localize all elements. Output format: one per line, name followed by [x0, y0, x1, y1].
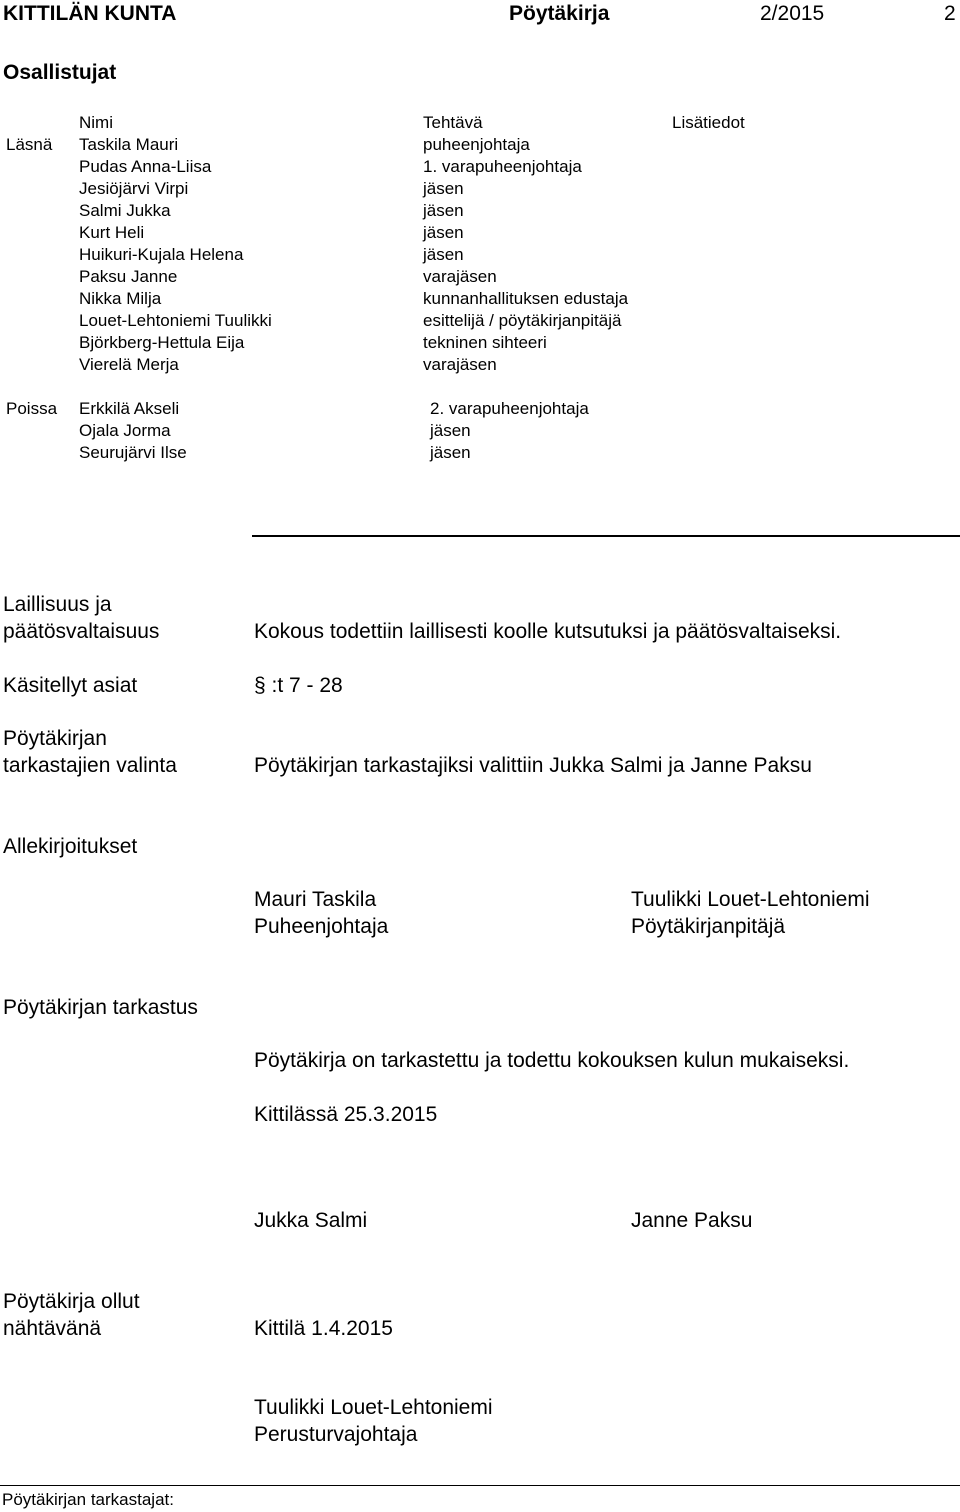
footer-divider — [0, 1485, 960, 1486]
items-section-range — [254, 672, 343, 699]
reviewer-1-name: Jukka Salmi — [254, 1209, 368, 1232]
footer-label: Pöytäkirjan tarkastajat: — [2, 1490, 174, 1509]
items-label: Käsitellyt asiat — [3, 674, 138, 697]
present-label: Läsnä — [6, 135, 53, 154]
participant-name: Erkkilä Akseli — [79, 399, 180, 418]
participant-role: jäsen — [423, 223, 464, 242]
legality-label-line1: Laillisuus ja — [3, 593, 112, 616]
reviewer-2-name: Janne Paksu — [631, 1209, 753, 1232]
display-label-line2: nähtävänä — [3, 1317, 102, 1340]
display-signer-name: Tuulikki Louet-Lehtoniemi — [254, 1396, 493, 1419]
participant-role: varajäsen — [423, 267, 497, 286]
review-place-date: Kittilässä 25.3.2015 — [254, 1103, 438, 1126]
signatures-label: Allekirjoitukset — [3, 835, 138, 858]
participant-role: jäsen — [423, 179, 464, 198]
participant-name: Salmi Jukka — [79, 201, 171, 220]
section-sign-icon: § — [254, 674, 266, 697]
participant-name: Taskila Mauri — [79, 135, 179, 154]
legality-label-line2: päätösvaltaisuus — [3, 620, 160, 643]
participant-name: Björkberg-Hettula Eija — [79, 333, 245, 352]
participant-name: Louet-Lehtoniemi Tuulikki — [79, 311, 272, 330]
participant-role: puheenjohtaja — [423, 135, 530, 154]
participant-name: Huikuri-Kujala Helena — [79, 245, 244, 264]
participant-role: tekninen sihteeri — [423, 333, 547, 352]
secretary-name: Tuulikki Louet-Lehtoniemi — [631, 888, 870, 911]
participant-name: Kurt Heli — [79, 223, 145, 242]
chair-title: Puheenjohtaja — [254, 915, 389, 938]
inspectors-text: Pöytäkirjan tarkastajiksi valittiin Jukka Salmi ja Janne Paksu — [254, 754, 812, 777]
legality-text: Kokous todettiin laillisesti koolle kutsutuksi ja päätösvaltaiseksi. — [254, 620, 842, 643]
column-header-extra: Lisätiedot — [672, 113, 745, 132]
participant-name: Ojala Jorma — [79, 421, 171, 440]
participant-role: kunnanhallituksen edustaja — [423, 289, 629, 308]
participant-role: jäsen — [430, 421, 471, 440]
review-text: Pöytäkirja on tarkastettu ja todettu kokouksen kulun mukaiseksi. — [254, 1049, 850, 1072]
display-place-date: Kittilä 1.4.2015 — [254, 1317, 393, 1340]
participant-name: Pudas Anna-Liisa — [79, 157, 212, 176]
secretary-title: Pöytäkirjanpitäjä — [631, 915, 786, 938]
section-divider — [252, 535, 960, 537]
items-range-text: :t 7 - 28 — [265, 674, 343, 697]
document-type: Pöytäkirja — [509, 2, 610, 25]
participants-heading: Osallistujat — [3, 61, 117, 84]
participant-role: jäsen — [430, 443, 471, 462]
participant-role: 2. varapuheenjohtaja — [430, 399, 589, 418]
participant-name: Jesiöjärvi Virpi — [79, 179, 189, 198]
inspectors-label-line2: tarkastajien valinta — [3, 754, 177, 777]
review-label: Pöytäkirjan tarkastus — [3, 996, 198, 1019]
participant-name: Paksu Janne — [79, 267, 178, 286]
column-header-role: Tehtävä — [423, 113, 483, 132]
document-number: 2/2015 — [760, 2, 825, 25]
participant-role: jäsen — [423, 201, 464, 220]
participant-name: Seurujärvi Ilse — [79, 443, 187, 462]
participant-role: 1. varapuheenjohtaja — [423, 157, 582, 176]
column-header-name: Nimi — [79, 113, 113, 132]
participant-role: varajäsen — [423, 355, 497, 374]
absent-label: Poissa — [6, 399, 58, 418]
page-number: 2 — [944, 2, 956, 25]
municipality-name: KITTILÄN KUNTA — [3, 2, 177, 25]
display-signer-title: Perusturvajohtaja — [254, 1423, 418, 1446]
inspectors-label-line1: Pöytäkirjan — [3, 727, 107, 750]
participant-role: jäsen — [423, 245, 464, 264]
participant-name: Nikka Milja — [79, 289, 162, 308]
display-label-line1: Pöytäkirja ollut — [3, 1290, 140, 1313]
participant-name: Vierelä Merja — [79, 355, 179, 374]
participant-role: esittelijä / pöytäkirjanpitäjä — [423, 311, 622, 330]
chair-name: Mauri Taskila — [254, 888, 377, 911]
